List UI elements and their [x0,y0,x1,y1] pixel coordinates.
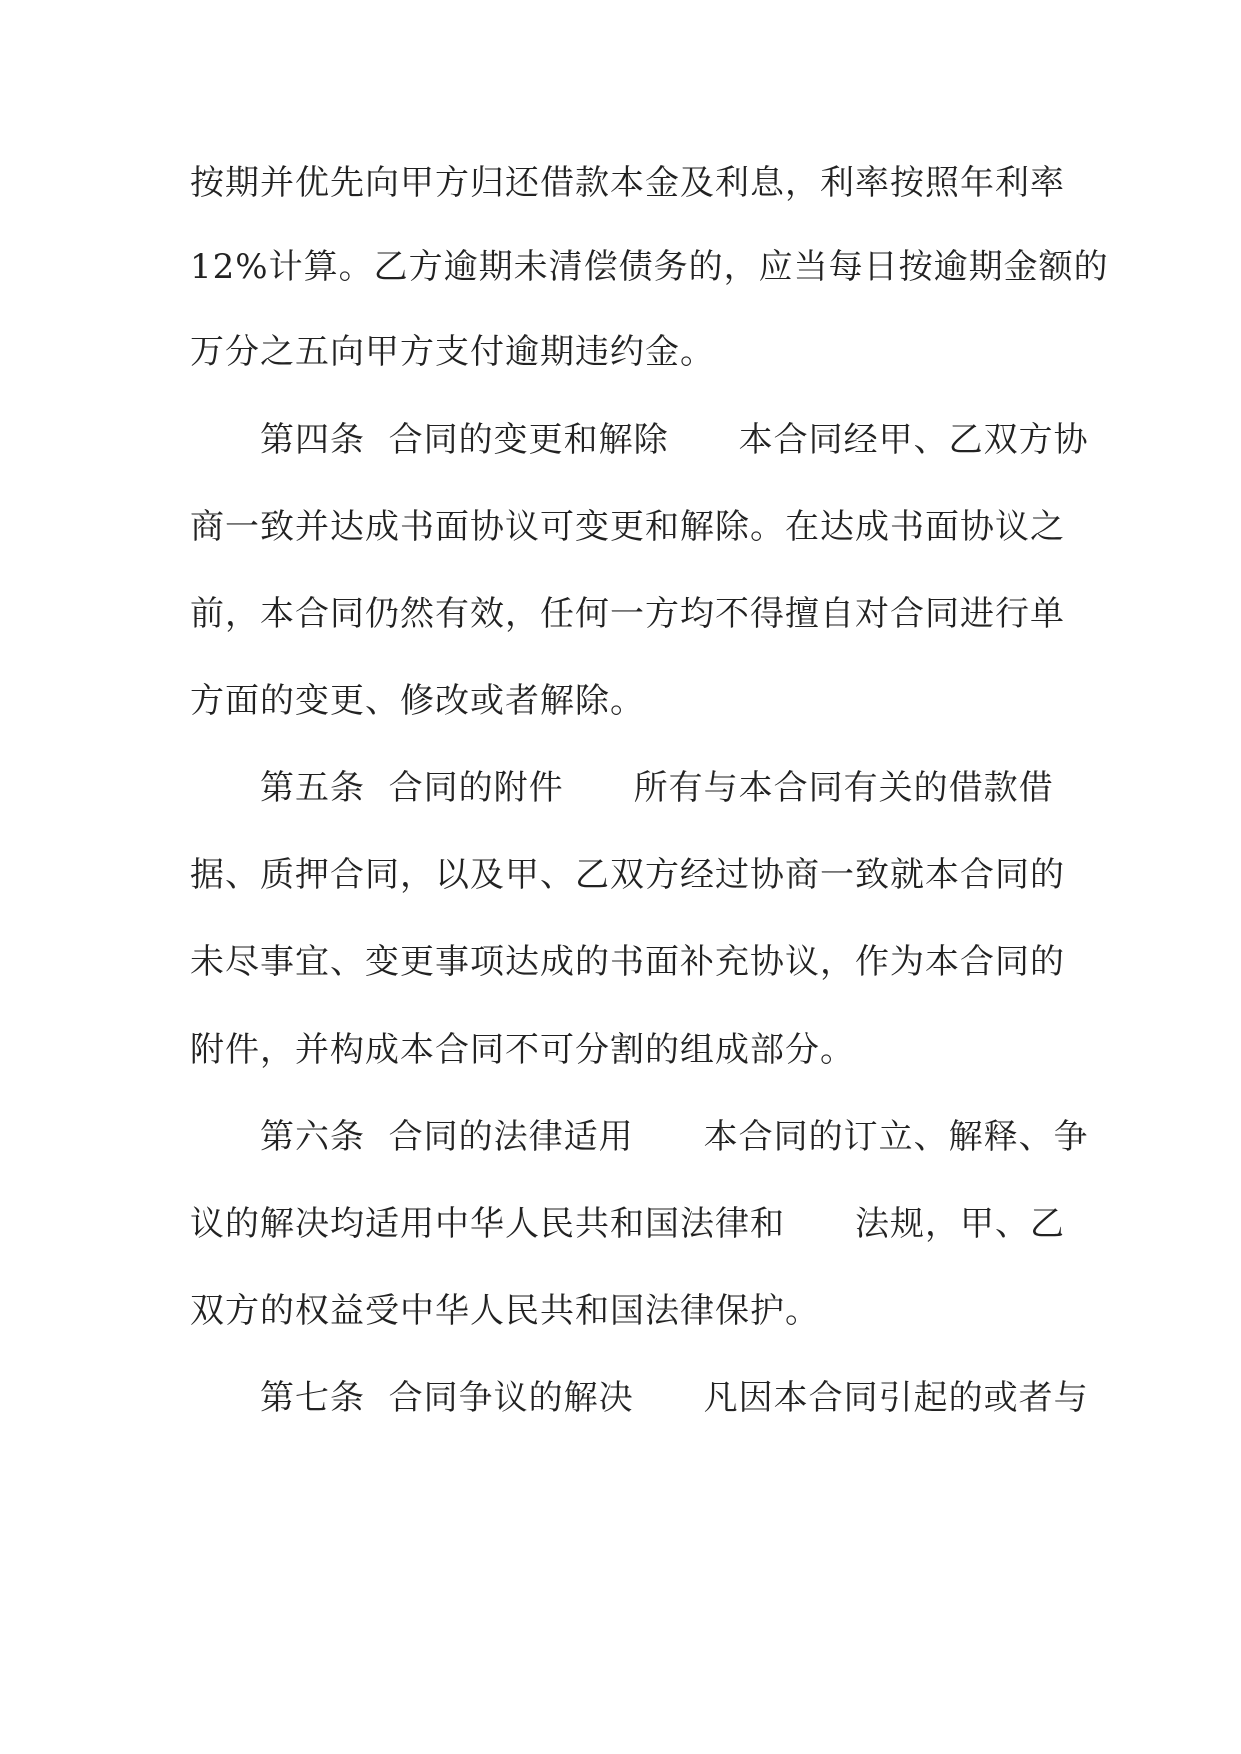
article-7-heading-line: 第七条 合同争议的解决 凡因本合同引起的或者与 [190,1378,1089,1418]
text-line: 方面的变更、修改或者解除。 [190,681,645,721]
text-line: 前，本合同仍然有效，任何一方均不得擅自对合同进行单 [190,594,1065,634]
article-6-heading-line: 第六条 合同的法律适用 本合同的订立、解释、争 [190,1117,1089,1157]
text-line: 未尽事宜、变更事项达成的书面补充协议，作为本合同的 [190,942,1065,982]
text-line: 据、质押合同，以及甲、乙双方经过协商一致就本合同的 [190,855,1065,895]
text-line: 万分之五向甲方支付逾期违约金。 [190,332,715,372]
text-line: 附件，并构成本合同不可分割的组成部分。 [190,1030,855,1070]
article-5-heading-line: 第五条 合同的附件 所有与本合同有关的借款借 [190,768,1054,808]
article-4-heading-line: 第四条 合同的变更和解除 本合同经甲、乙双方协 [190,420,1089,460]
text-line: 按期并优先向甲方归还借款本金及利息，利率按照年利率 [190,163,1065,203]
text-line: 12%计算。乙方逾期未清偿债务的，应当每日按逾期金额的 [190,247,1109,287]
text-line: 议的解决均适用中华人民共和国法律和 法规，甲、乙 [190,1204,1065,1244]
text-line: 商一致并达成书面协议可变更和解除。在达成书面协议之 [190,507,1065,547]
text-line: 双方的权益受中华人民共和国法律保护。 [190,1291,820,1331]
